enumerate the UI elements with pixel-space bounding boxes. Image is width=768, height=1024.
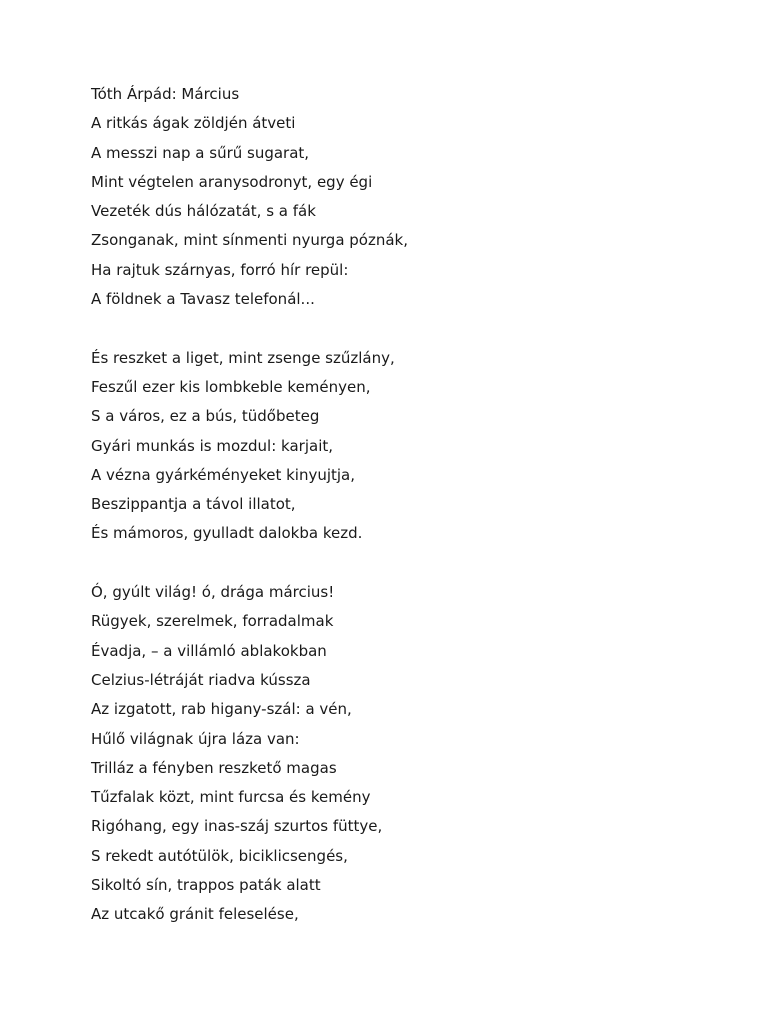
stanza-1: [91, 113, 731, 318]
stanza-3: [91, 582, 731, 934]
poem-line: Zsonganak, mint sínmenti nyurga póznák,: [91, 231, 408, 250]
poem-line: Beszippantja a távol illatot,: [91, 495, 296, 514]
poem-line: És reszket a liget, mint zsenge szűzlány,: [91, 348, 395, 367]
poem-line: S rekedt autótülök, biciklicsengés,: [91, 846, 348, 865]
poem-line: És mámoros, gyulladt dalokba kezd.: [91, 524, 363, 543]
poem-line: Sikoltó sín, trappos paták alatt: [91, 876, 321, 895]
poem-line: Feszűl ezer kis lombkeble keményen,: [91, 377, 371, 396]
poem-line: A vézna gyárkéményeket kinyujtja,: [91, 465, 356, 484]
document-page: [91, 84, 731, 934]
poem-line: Az utcakő gránit feleselése,: [91, 905, 299, 924]
poem-line: A messzi nap a sűrű sugarat,: [91, 143, 310, 162]
poem-line: A földnek a Tavasz telefonál...: [91, 290, 315, 309]
stanza-break: [91, 553, 731, 582]
poem-line: A ritkás ágak zöldjén átveti: [91, 114, 296, 133]
poem-line: Vezeték dús hálózatát, s a fák: [91, 202, 316, 221]
poem-line: Ha rajtuk szárnyas, forró hír repül:: [91, 260, 349, 279]
poem-title: Tóth Árpád: Március: [91, 85, 240, 103]
poem-line: Hűlő világnak újra láza van:: [91, 729, 300, 748]
stanza-2: [91, 348, 731, 553]
poem-line: Az izgatott, rab higany-szál: a vén,: [91, 700, 352, 719]
poem-line: Tűzfalak közt, mint furcsa és kemény: [91, 788, 371, 807]
poem-line: Évadja, – a villámló ablakokban: [91, 641, 327, 660]
stanza-break: [91, 318, 731, 347]
poem-line: Rügyek, szerelmek, forradalmak: [91, 612, 334, 631]
poem-line: Rigóhang, egy inas-száj szurtos füttye,: [91, 817, 383, 836]
poem-line: S a város, ez a bús, tüdőbeteg: [91, 407, 320, 426]
poem-line: Ó, gyúlt világ! ó, drága március!: [91, 583, 335, 602]
poem-line: Gyári munkás is mozdul: karjait,: [91, 436, 334, 455]
poem-line: Celzius-létráját riadva kússza: [91, 670, 311, 689]
poem-line: Trilláz a fényben reszkető magas: [91, 758, 337, 777]
poem-line: Mint végtelen aranysodronyt, egy égi: [91, 172, 373, 191]
